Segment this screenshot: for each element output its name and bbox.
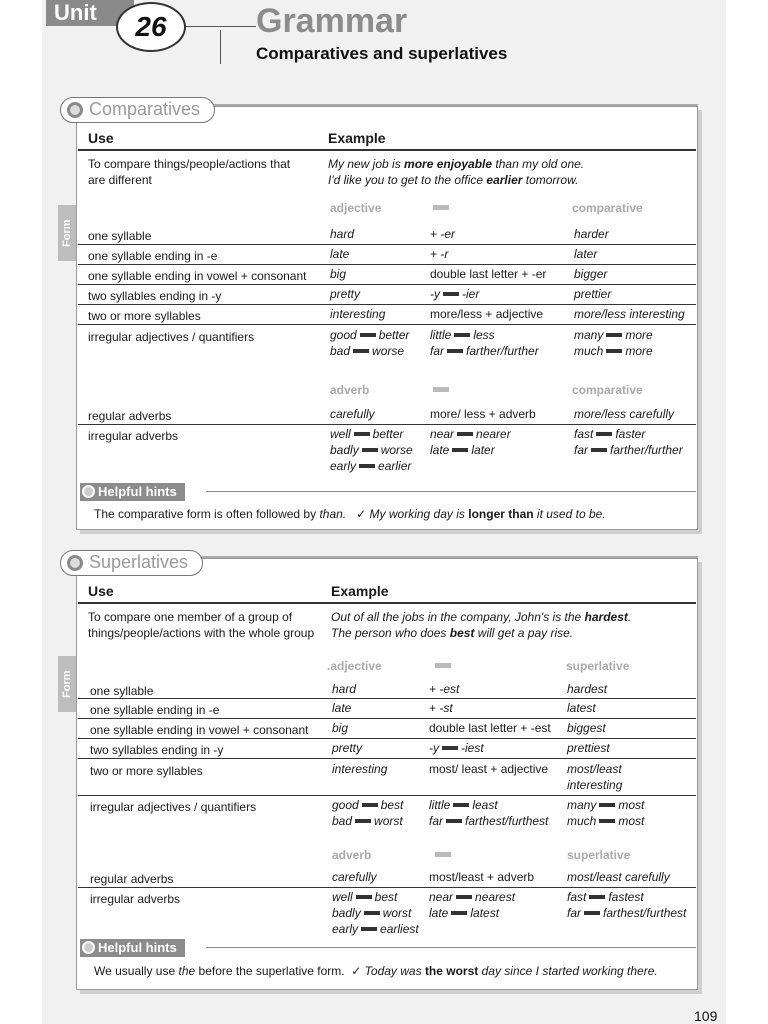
- row-result: prettiest: [567, 741, 610, 755]
- row-base: big: [330, 267, 347, 281]
- row-use: one syllable ending in vowel + consonant: [88, 269, 307, 283]
- col-use-header: Use: [88, 130, 114, 146]
- arrow-icon: [442, 746, 458, 750]
- adjective-head: adjective: [330, 201, 382, 215]
- arrow-icon: [353, 349, 369, 353]
- arrow-icon: [430, 200, 452, 216]
- irreg-adv-ex: late latest: [429, 906, 500, 920]
- header-rule: [78, 602, 696, 604]
- comparative-head: comparative: [572, 383, 643, 397]
- row-result: latest: [567, 701, 596, 715]
- irregular-ex: little least: [429, 798, 498, 812]
- arrow-icon: [456, 895, 472, 899]
- irreg-adv-ex: early earliest: [332, 922, 419, 936]
- intro-example-1: Out of all the jobs in the company, John's is the hardest.: [331, 610, 632, 624]
- row-result: later: [574, 247, 598, 261]
- irregular-ex: little less: [430, 328, 495, 342]
- irregular-ex: much more: [574, 344, 653, 358]
- intro-use-line2: things/people/actions with the whole group: [88, 626, 315, 640]
- row-base: pretty: [330, 287, 361, 301]
- intro-example-1: My new job is more enjoyable than my old one.: [328, 157, 585, 171]
- row-result: bigger: [574, 267, 608, 281]
- helpful-hints-label: Helpful hints: [80, 939, 185, 957]
- page-number: 109: [694, 1008, 718, 1024]
- irreg-adv-ex: far farther/further: [574, 443, 683, 457]
- col-example-header: Example: [328, 130, 386, 146]
- irregular-ex: many more: [574, 328, 653, 342]
- row-rule: + -est: [429, 682, 460, 696]
- hints-bullet-icon: [82, 485, 95, 498]
- row-rule: + -st: [429, 701, 453, 715]
- row-result: prettier: [574, 287, 612, 301]
- row-base: big: [332, 721, 349, 735]
- row-rule-line: [78, 698, 696, 699]
- page-title: Grammar: [256, 2, 408, 40]
- hint-text: The comparative form is often followed by than. ✓ My working day is longer than it used to be.: [94, 507, 606, 521]
- reg-adv-result: more/less carefully: [574, 407, 675, 421]
- arrow-icon: [606, 349, 622, 353]
- row-result: hardest: [567, 682, 608, 696]
- reg-adv-rule: more/ less + adverb: [430, 407, 536, 421]
- intro-use-line2: are different: [88, 173, 152, 187]
- irreg-adv-ex: fast fastest: [567, 890, 644, 904]
- superlative-head: superlative: [567, 848, 631, 862]
- arrow-icon: [606, 333, 622, 337]
- hint-text: We usually use the before the superlative form. ✓ Today was the worst day since I started working there.: [94, 964, 658, 978]
- arrow-icon: [457, 432, 473, 436]
- reg-adv-rule: most/least + adverb: [429, 870, 535, 884]
- reg-adv-result: most/least carefully: [567, 870, 670, 884]
- irregular-ex: far farther/further: [430, 344, 539, 358]
- arrow-icon: [432, 658, 454, 674]
- adverb-head: adverb: [332, 848, 372, 862]
- row-use: two or more syllables: [90, 764, 203, 778]
- row-base: hard: [332, 682, 357, 696]
- row-base: late: [332, 701, 352, 715]
- irregular-ex: bad worse: [330, 344, 405, 358]
- arrow-icon: [354, 432, 370, 436]
- unit-number: 26: [116, 2, 186, 52]
- arrow-icon: [360, 333, 376, 337]
- row-result: biggest: [567, 721, 606, 735]
- row-use: one syllable ending in vowel + consonant: [90, 723, 309, 737]
- reg-adv-base: carefully: [332, 870, 377, 884]
- arrow-icon: [430, 382, 452, 398]
- arrow-icon: [355, 819, 371, 823]
- check-icon: ✓ Today was: [351, 964, 425, 978]
- arrow-icon: [432, 847, 454, 863]
- row-rule-line: [78, 244, 696, 245]
- row-base: interesting: [332, 762, 388, 776]
- irreg-adv-ex: well best: [332, 890, 398, 904]
- row-rule: most/ least + adjective: [429, 762, 549, 776]
- arrow-icon: [596, 432, 612, 436]
- row-rule: + -r: [430, 247, 449, 261]
- arrow-icon: [359, 464, 375, 468]
- header-rule: [186, 26, 256, 27]
- page-subtitle: Comparatives and superlatives: [256, 44, 508, 63]
- irregular-adj-use: irregular adjectives / quantifiers: [90, 800, 257, 814]
- row-use: two or more syllables: [88, 309, 201, 323]
- irreg-adv-ex: fast faster: [574, 427, 646, 441]
- row-rule-line: [78, 758, 696, 759]
- arrow-icon: [364, 911, 380, 915]
- irreg-adv-ex: near nearest: [429, 890, 516, 904]
- row-rule-line: [78, 304, 696, 305]
- irregular-ex: much most: [567, 814, 645, 828]
- row-rule-line: [78, 264, 696, 265]
- arrow-icon: [447, 349, 463, 353]
- row-rule-line: [78, 887, 696, 888]
- row-rule-line: [78, 718, 696, 719]
- row-use: one syllable ending in -e: [88, 249, 218, 263]
- arrow-icon: [599, 803, 615, 807]
- intro-example-2: I'd like you to get to the office earlier tomorrow.: [328, 173, 579, 187]
- irreg-adv-ex: early earlier: [330, 459, 412, 473]
- reg-adv-use: regular adverbs: [90, 872, 174, 886]
- section-bullet-icon: [67, 102, 83, 118]
- helpful-hints-label: Helpful hints: [80, 483, 185, 501]
- irreg-adv-ex: badly worst: [332, 906, 412, 920]
- adjective-head: .adjective: [327, 659, 382, 673]
- col-use-header: Use: [88, 583, 114, 599]
- header-divider: [220, 30, 221, 64]
- row-rule: + -er: [430, 227, 456, 241]
- arrow-icon: [356, 895, 372, 899]
- hints-rule: [206, 947, 696, 948]
- row-rule: -y -iest: [429, 741, 484, 755]
- arrow-icon: [443, 292, 459, 296]
- irregular-ex: good better: [330, 328, 410, 342]
- form-tab: Form: [58, 205, 76, 261]
- intro-use-line1: To compare one member of a group of: [88, 610, 293, 624]
- row-rule-line: [78, 284, 696, 285]
- arrow-icon: [451, 911, 467, 915]
- row-base: late: [330, 247, 350, 261]
- irreg-adv-use: irregular adverbs: [90, 892, 181, 906]
- intro-use-line1: To compare things/people/actions that: [88, 157, 291, 171]
- superlatives-label-text: Superlatives: [89, 552, 189, 572]
- arrow-icon: [599, 819, 615, 823]
- irreg-adv-ex: late later: [430, 443, 495, 457]
- row-use: one syllable: [90, 684, 154, 698]
- arrow-icon: [452, 448, 468, 452]
- row-base: pretty: [332, 741, 363, 755]
- row-result: harder: [574, 227, 609, 241]
- row-rule-line: [78, 424, 696, 425]
- arrow-icon: [362, 803, 378, 807]
- arrow-icon: [446, 819, 462, 823]
- irreg-adv-use: irregular adverbs: [88, 429, 179, 443]
- irreg-adv-ex: far farthest/furthest: [567, 906, 687, 920]
- unit-tab: Unit: [46, 0, 134, 26]
- arrow-icon: [584, 911, 600, 915]
- row-result: more/less interesting: [574, 307, 685, 321]
- row-rule-line: [78, 795, 696, 796]
- irregular-ex: good best: [332, 798, 404, 812]
- section-bullet-icon: [67, 555, 83, 571]
- row-use: two syllables ending in -y: [90, 743, 224, 757]
- superlative-head: superlative: [566, 659, 630, 673]
- row-rule-line: [78, 324, 696, 325]
- arrow-icon: [454, 333, 470, 337]
- irregular-ex: bad worst: [332, 814, 403, 828]
- row-rule: -y -ier: [430, 287, 480, 301]
- arrow-icon: [591, 448, 607, 452]
- reg-adv-base: carefully: [330, 407, 375, 421]
- irreg-adv-ex: badly worse: [330, 443, 413, 457]
- row-use: two syllables ending in -y: [88, 289, 222, 303]
- irregular-adj-use: irregular adjectives / quantifiers: [88, 330, 255, 344]
- irregular-ex: many most: [567, 798, 645, 812]
- row-result: interesting: [567, 778, 623, 792]
- arrow-icon: [453, 803, 469, 807]
- hints-bullet-icon: [82, 941, 95, 954]
- adverb-head: adverb: [330, 383, 370, 397]
- comparatives-label: [60, 97, 215, 123]
- col-example-header: Example: [331, 583, 389, 599]
- comparative-head: comparative: [572, 201, 643, 215]
- row-base: hard: [330, 227, 355, 241]
- intro-example-2: The person who does best will get a pay rise.: [331, 626, 574, 640]
- header-rule: [78, 149, 696, 151]
- irregular-ex: far farthest/furthest: [429, 814, 549, 828]
- check-icon: ✓ My working day is: [356, 507, 469, 521]
- row-use: one syllable ending in -e: [90, 703, 220, 717]
- row-rule: double last letter + -er: [430, 267, 547, 281]
- row-rule: more/less + adjective: [430, 307, 544, 321]
- row-rule-line: [78, 738, 696, 739]
- hints-rule: [206, 491, 696, 492]
- superlatives-label: [60, 550, 203, 576]
- arrow-icon: [589, 895, 605, 899]
- arrow-icon: [362, 448, 378, 452]
- comparatives-label-text: Comparatives: [89, 99, 201, 119]
- irreg-adv-ex: near nearer: [430, 427, 511, 441]
- arrow-icon: [361, 927, 377, 931]
- irreg-adv-ex: well better: [330, 427, 404, 441]
- form-tab: Form: [58, 656, 76, 712]
- row-result: most/least: [567, 762, 622, 776]
- row-base: interesting: [330, 307, 386, 321]
- row-use: one syllable: [88, 229, 152, 243]
- reg-adv-use: regular adverbs: [88, 409, 172, 423]
- row-rule: double last letter + -est: [429, 721, 551, 735]
